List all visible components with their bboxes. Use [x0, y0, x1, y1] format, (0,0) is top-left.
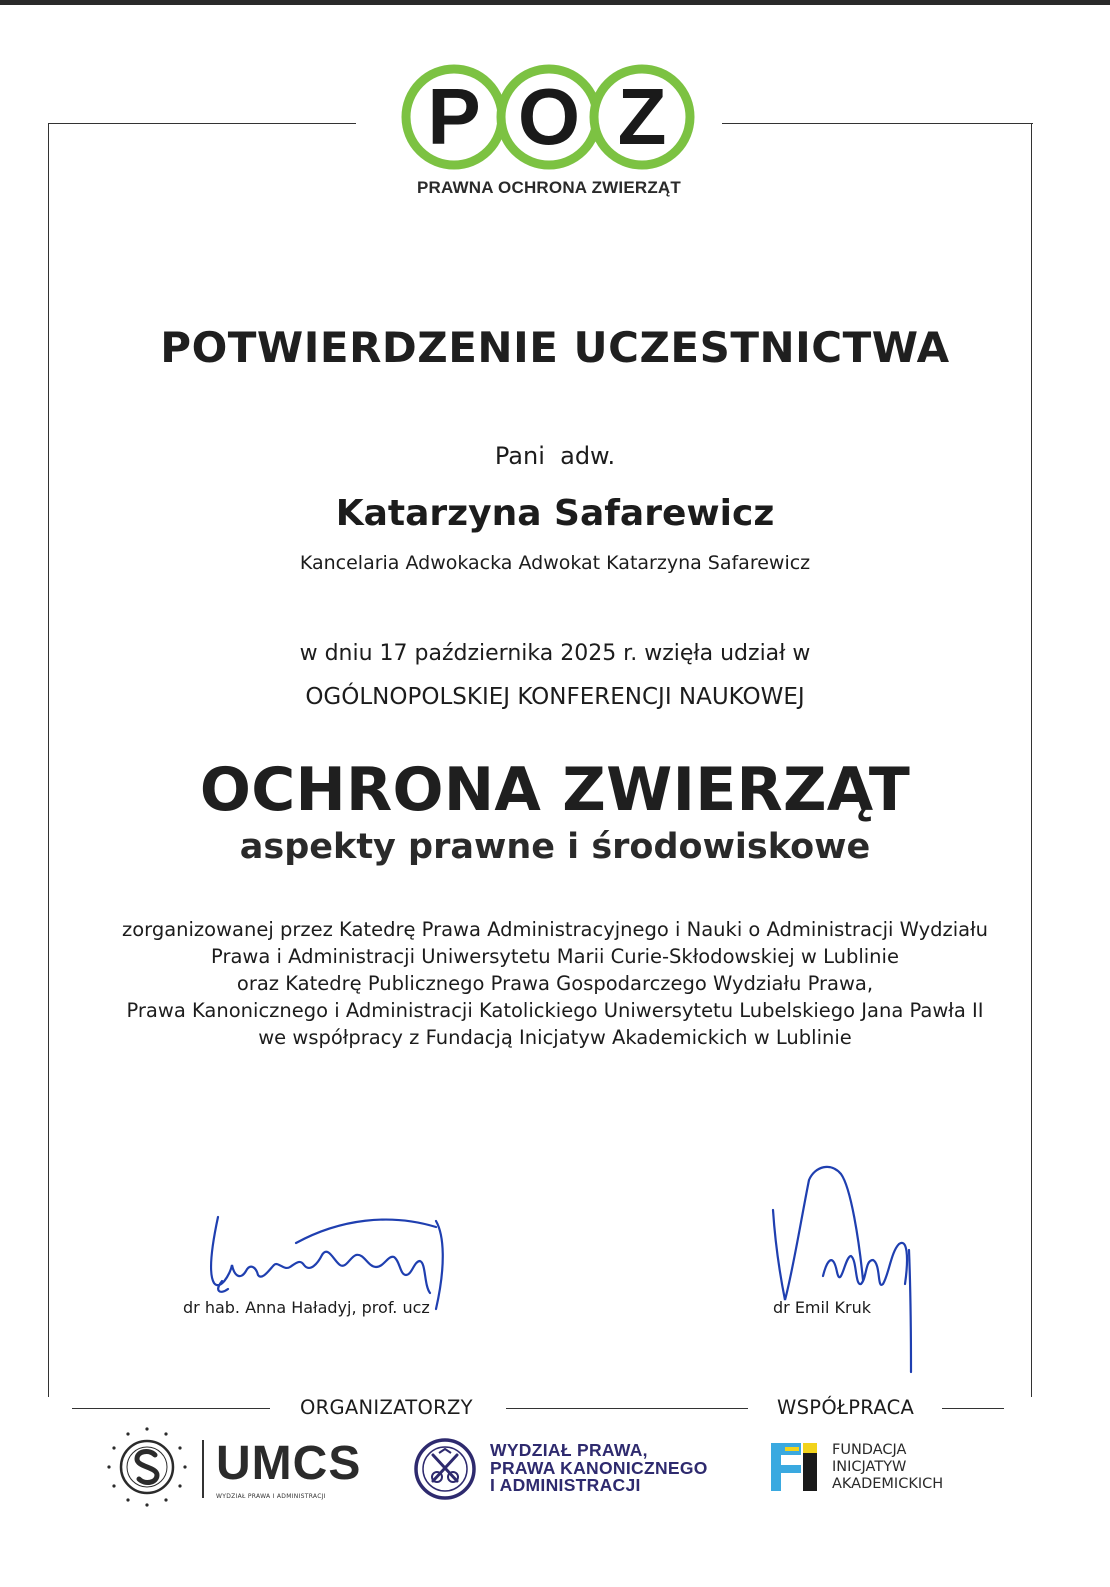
label-organizers: ORGANIZATORZY [292, 1396, 481, 1419]
certificate-title: POTWIERDZENIE UCZESTNICTWA [160, 323, 950, 372]
kul-line: I ADMINISTRACJI [490, 1475, 641, 1495]
organizers-paragraph [0, 916, 1110, 1051]
umcs-seal-icon [103, 1423, 191, 1511]
umcs-divider [202, 1440, 204, 1498]
frame-top-right [722, 123, 1033, 124]
signature-name-kruk: dr Emil Kruk [773, 1298, 871, 1317]
divider-middle [506, 1408, 748, 1409]
conference-type: OGÓLNOPOLSKIEJ KONFERENCJI NAUKOWEJ [305, 684, 805, 710]
signature-name-haladyj: dr hab. Anna Haładyj, prof. ucz [183, 1298, 430, 1317]
kul-line: PRAWA KANONICZNEGO [490, 1457, 708, 1478]
divider-left [72, 1408, 270, 1409]
signature-kruk [765, 1160, 915, 1375]
salutation: Pani adw. [494, 442, 616, 470]
kul-line: WYDZIAŁ PRAWA, [490, 1440, 648, 1460]
fia-line: INICJATYW [832, 1459, 907, 1475]
organizers-line: zorganizowanej przez Katedrę Prawa Administracyjnego i Nauki o Administracji Wydziału [121, 918, 989, 941]
organizers-line: Prawa Kanonicznego i Administracji Katolickiego Uniwersytetu Lubelskiego Jana Pawła II [126, 999, 984, 1022]
logo-letter-o: O [517, 72, 581, 161]
fia-logo-icon [771, 1443, 819, 1491]
kul-seal-icon [413, 1437, 477, 1501]
logo-letter-z: Z [617, 72, 667, 161]
umcs-subtitle: WYDZIAŁ PRAWA I ADMINISTRACJI [216, 1493, 326, 1500]
date-line: w dniu 17 października 2025 r. wzięła udział w [299, 641, 811, 666]
organizers-line: oraz Katedrę Publicznego Prawa Gospodarczego Wydziału Prawa, [236, 972, 874, 995]
fia-line: AKADEMICKICH [832, 1476, 944, 1492]
participant-office: Kancelaria Adwokacka Adwokat Katarzyna Safarewicz [299, 552, 811, 574]
divider-right [942, 1408, 1004, 1409]
fia-name [832, 1442, 943, 1493]
logo-letter-p: P [427, 72, 481, 161]
conference-title: OCHRONA ZWIERZĄT [199, 755, 911, 825]
kul-faculty-name [490, 1442, 708, 1495]
label-cooperation: WSPÓŁPRACA [769, 1396, 922, 1419]
organizers-line: we współpracy z Fundacją Inicjatyw Akademickich w Lublinie [258, 1026, 852, 1049]
scan-edge [0, 0, 1110, 5]
logo-subtitle: PRAWNA OCHRONA ZWIERZĄT [417, 178, 681, 197]
fia-line: FUNDACJA [832, 1442, 907, 1458]
participant-name: Katarzyna Safarewicz [335, 493, 775, 534]
frame-top-left [48, 123, 356, 124]
organizers-line: Prawa i Administracji Uniwersytetu Marii Curie-Skłodowskiej w Lublinie [211, 945, 899, 968]
conference-subtitle: aspekty prawne i środowiskowe [239, 827, 871, 867]
umcs-name: UMCS [216, 1437, 362, 1490]
